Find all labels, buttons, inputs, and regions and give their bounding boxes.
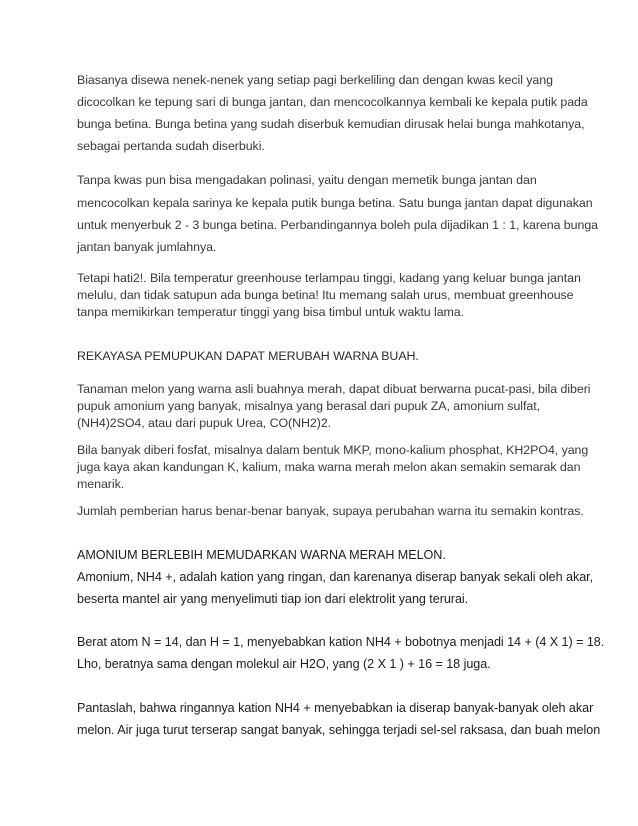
paragraph-4-line-1: Tanaman melon yang warna asli buahnya merah, dapat dibuat berwarna pucat-pasi, bila diberi (77, 382, 591, 396)
paragraph-5-line-1: Bila banyak diberi fosfat, misalnya dalam bentuk MKP, mono-kalium phosphat, KH2PO4, yang (77, 443, 589, 457)
paragraph-2-line-3: untuk menyerbuk 2 - 3 bunga betina. Perbandingannya boleh pula dijadikan 1 : 1, karena bunga (77, 218, 599, 232)
paragraph-1-line-2: dicocolkan ke tepung sari di bunga jantan, dan mencocolkannya kembali ke kepala putik pada (77, 95, 588, 109)
paragraph-8-line-2: Lho, beratnya sama dengan molekul air H2O, yang (2 X 1 ) + 16 = 18 juga. (77, 657, 491, 671)
paragraph-3-line-3: tanpa memikirkan temperatur tinggi yang bisa timbul untuk waktu lama. (77, 305, 465, 319)
paragraph-1-line-3: bunga betina. Bunga betina yang sudah diserbuk kemudian dirusak helai bunga mahkotanya, (77, 117, 585, 131)
paragraph-2-line-2: mencocolkan kepala sarinya ke kepala putik bunga betina. Satu bunga jantan dapat digunakan (77, 196, 593, 210)
paragraph-1-line-4: sebagai pertanda sudah diserbuki. (77, 139, 265, 153)
paragraph-3-line-2: melulu, dan tidak satupun ada bunga betina! Itu memang salah urus, membuat greenhouse (77, 288, 574, 302)
paragraph-7-line-1: Amonium, NH4 +, adalah kation yang ringan, dan karenanya diserap banyak sekali oleh akar, (77, 570, 594, 584)
paragraph-6-line-1: Jumlah pemberian harus benar-benar banyak, supaya perubahan warna itu semakin kontras. (77, 504, 584, 518)
paragraph-5-line-3: menarik. (77, 477, 125, 491)
paragraph-4-line-3: (NH4)2SO4, atau dari pupuk Urea, CO(NH2)2. (77, 416, 332, 430)
paragraph-9-line-2: melon. Air juga turut terserap sangat banyak, sehingga terjadi sel-sel raksasa, dan buah melon (77, 723, 601, 737)
paragraph-2-line-1: Tanpa kwas pun bisa mengadakan polinasi, yaitu dengan memetik bunga jantan dan (77, 173, 537, 187)
paragraph-4-line-2: pupuk amonium yang banyak, misalnya yang berasal dari pupuk ZA, amonium sulfat, (77, 399, 541, 413)
section-heading-amonium: AMONIUM BERLEBIH MEMUDARKAN WARNA MERAH MELON. (77, 548, 446, 562)
paragraph-2-line-4: jantan banyak jumlahnya. (77, 240, 217, 254)
paragraph-5-line-2: juga kaya akan kandungan K, kalium, maka warna merah melon akan semakin semarak dan (77, 460, 581, 474)
paragraph-1-line-1: Biasanya disewa nenek-nenek yang setiap pagi berkeliling dan dengan kwas kecil yang (77, 73, 553, 87)
section-heading-warna-buah: REKAYASA PEMUPUKAN DAPAT MERUBAH WARNA BUAH. (77, 349, 419, 363)
paragraph-7-line-2: beserta mantel air yang menyelimuti tiap ion dari elektrolit yang terurai. (77, 592, 469, 606)
paragraph-8-line-1: Berat atom N = 14, dan H = 1, menyebabkan kation NH4 + bobotnya menjadi 14 + (4 X 1) = 18. (77, 635, 605, 649)
paragraph-3-line-1: Tetapi hati2!. Bila temperatur greenhouse terlampau tinggi, kadang yang keluar bunga jantan (77, 271, 581, 285)
paragraph-9-line-1: Pantaslah, bahwa ringannya kation NH4 + menyebabkan ia diserap banyak-banyak oleh akar (77, 701, 594, 715)
